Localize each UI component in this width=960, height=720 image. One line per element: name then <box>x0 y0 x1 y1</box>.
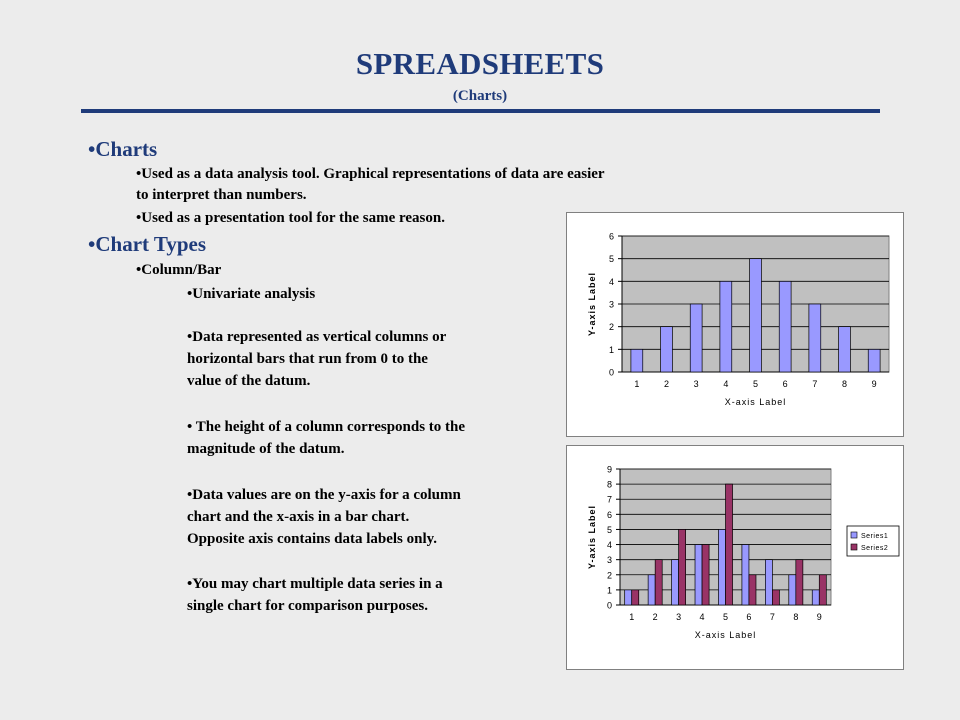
chart-1-x-tick-label: 7 <box>812 379 818 389</box>
chart-2-frame <box>566 445 904 670</box>
chart-types-heading: •Chart Types <box>88 232 207 256</box>
chart-2-y-tick-label: 3 <box>606 555 612 566</box>
chart-2-x-tick-label: 6 <box>746 612 752 622</box>
chart-2-x-tick-label: 2 <box>652 612 658 622</box>
charts-point-1-line-2: to interpret than numbers. <box>136 187 307 203</box>
chart-2-y-tick-label: 4 <box>606 540 612 551</box>
chart-1-x-tick-label: 5 <box>752 379 759 389</box>
data-represented-item <box>187 326 547 392</box>
chart-2-bar-series2 <box>749 575 756 605</box>
multi-series-line-1: •You may chart multiple data series in a <box>187 576 443 592</box>
chart-1-x-tick-label: 9 <box>871 379 877 389</box>
chart-1-y-tick-label: 3 <box>608 299 614 310</box>
chart-2-bar-series2 <box>655 560 662 605</box>
chart-2-bar-series1 <box>695 545 702 605</box>
chart-1-svg <box>567 213 903 436</box>
chart-2-y-tick-label: 7 <box>606 494 612 505</box>
chart-2-bar-series1 <box>765 560 772 605</box>
chart-2-bar-series1 <box>672 560 679 605</box>
chart-1-x-tick-label: 3 <box>693 379 699 389</box>
chart-2-y-tick-label: 2 <box>606 570 612 581</box>
chart-1-x-tick-label: 6 <box>782 379 788 389</box>
chart-2-legend-swatch-series1 <box>851 532 857 538</box>
height-line-1: • The height of a column corresponds to the <box>187 419 466 435</box>
chart-1-x-tick-label: 2 <box>663 379 670 389</box>
chart-2-bar-series1 <box>625 590 632 605</box>
chart-2-x-axis-label: X-axis Label <box>694 630 757 640</box>
charts-heading: •Charts <box>88 137 158 161</box>
chart-2-bar-series1 <box>789 575 796 605</box>
chart-1-bar-series1 <box>839 327 851 372</box>
chart-1-y-tick-label: 2 <box>608 322 614 333</box>
chart-2-y-tick-label: 8 <box>606 479 612 490</box>
values-line-2: chart and the x-axis in a bar chart. <box>187 509 410 525</box>
chart-2-x-tick-label: 1 <box>629 612 635 622</box>
chart-2-bar-series2 <box>819 575 826 605</box>
data-represented-line-1: •Data represented as vertical columns or <box>187 329 447 345</box>
chart-1-bar-series1 <box>661 327 673 372</box>
chart-1-y-axis-label: Y-axis Label <box>587 271 597 337</box>
data-represented-line-2: horizontal bars that run from 0 to the <box>187 351 428 367</box>
chart-2-bar-series2 <box>702 545 709 605</box>
chart-1-bar-series1 <box>809 304 821 372</box>
chart-1-x-tick-label: 4 <box>723 379 729 389</box>
chart-2-y-tick-label: 1 <box>606 585 612 596</box>
chart-2-x-tick-label: 9 <box>816 612 822 622</box>
chart-1-bar-series1 <box>750 259 762 372</box>
chart-1-y-tick-label: 1 <box>608 344 614 355</box>
multi-series-item <box>187 573 547 617</box>
chart-1-y-tick-label: 0 <box>608 367 614 378</box>
univariate-item: •Univariate analysis <box>187 286 316 302</box>
chart-2-x-tick-label: 7 <box>769 612 775 622</box>
chart-1-bar-series1 <box>779 281 791 372</box>
chart-1-x-axis-label: X-axis Label <box>724 397 787 407</box>
chart-2-y-tick-label: 6 <box>606 509 612 520</box>
chart-2-bar-series1 <box>742 545 749 605</box>
chart-2-bar-series2 <box>796 560 803 605</box>
chart-2-bar-series2 <box>726 484 733 605</box>
height-item <box>187 416 547 460</box>
chart-1-bar-series1 <box>631 349 643 372</box>
chart-2-bar-series1 <box>648 575 655 605</box>
chart-1-bar-series1 <box>868 349 880 372</box>
chart-1-y-tick-label: 5 <box>608 254 614 265</box>
charts-point-2: •Used as a presentation tool for the same reason. <box>136 210 445 226</box>
chart-2-x-tick-label: 5 <box>722 612 729 622</box>
data-represented-line-3: value of the datum. <box>187 373 311 389</box>
chart-2-legend-label-series1: Series1 <box>861 533 889 540</box>
chart-2-y-tick-label: 0 <box>606 600 612 611</box>
column-bar-item: •Column/Bar <box>136 262 222 278</box>
chart-2-x-tick-label: 3 <box>676 612 682 622</box>
chart-1-y-tick-label: 4 <box>608 276 614 287</box>
values-line-1: •Data values are on the y-axis for a column <box>187 487 461 503</box>
multi-series-line-2: single chart for comparison purposes. <box>187 598 428 614</box>
slide-subtitle: (Charts) <box>452 88 508 104</box>
values-line-3: Opposite axis contains data labels only. <box>187 531 438 547</box>
chart-2-bar-series2 <box>772 590 779 605</box>
chart-1-y-tick-label: 6 <box>608 231 614 242</box>
chart-2-bar-series1 <box>718 529 725 605</box>
chart-2-y-tick-label: 9 <box>606 464 612 475</box>
chart-2-legend-label-series2: Series2 <box>861 545 889 552</box>
chart-1-bar-series1 <box>690 304 702 372</box>
chart-1-x-tick-label: 1 <box>634 379 640 389</box>
chart-2-bar-series2 <box>632 590 639 605</box>
slide-title: SPREADSHEETS <box>355 46 605 81</box>
chart-2-legend-swatch-series2 <box>851 544 857 550</box>
height-line-2: magnitude of the datum. <box>187 441 345 457</box>
chart-2-x-tick-label: 4 <box>699 612 705 622</box>
chart-2-bar-series1 <box>812 590 819 605</box>
chart-2-bar-series2 <box>679 529 686 605</box>
title-divider <box>81 109 880 113</box>
chart-1-x-tick-label: 8 <box>841 379 848 389</box>
charts-point-1 <box>136 164 605 206</box>
chart-1-frame <box>566 212 904 437</box>
values-item <box>187 484 547 550</box>
chart-2-svg <box>567 446 903 669</box>
chart-2-x-tick-label: 8 <box>793 612 799 622</box>
charts-point-1-line-1: •Used as a data analysis tool. Graphical representations of data are easier <box>136 166 605 182</box>
chart-2-y-tick-label: 5 <box>606 524 612 535</box>
chart-2-y-axis-label: Y-axis Label <box>587 504 597 570</box>
chart-1-bar-series1 <box>720 281 732 372</box>
